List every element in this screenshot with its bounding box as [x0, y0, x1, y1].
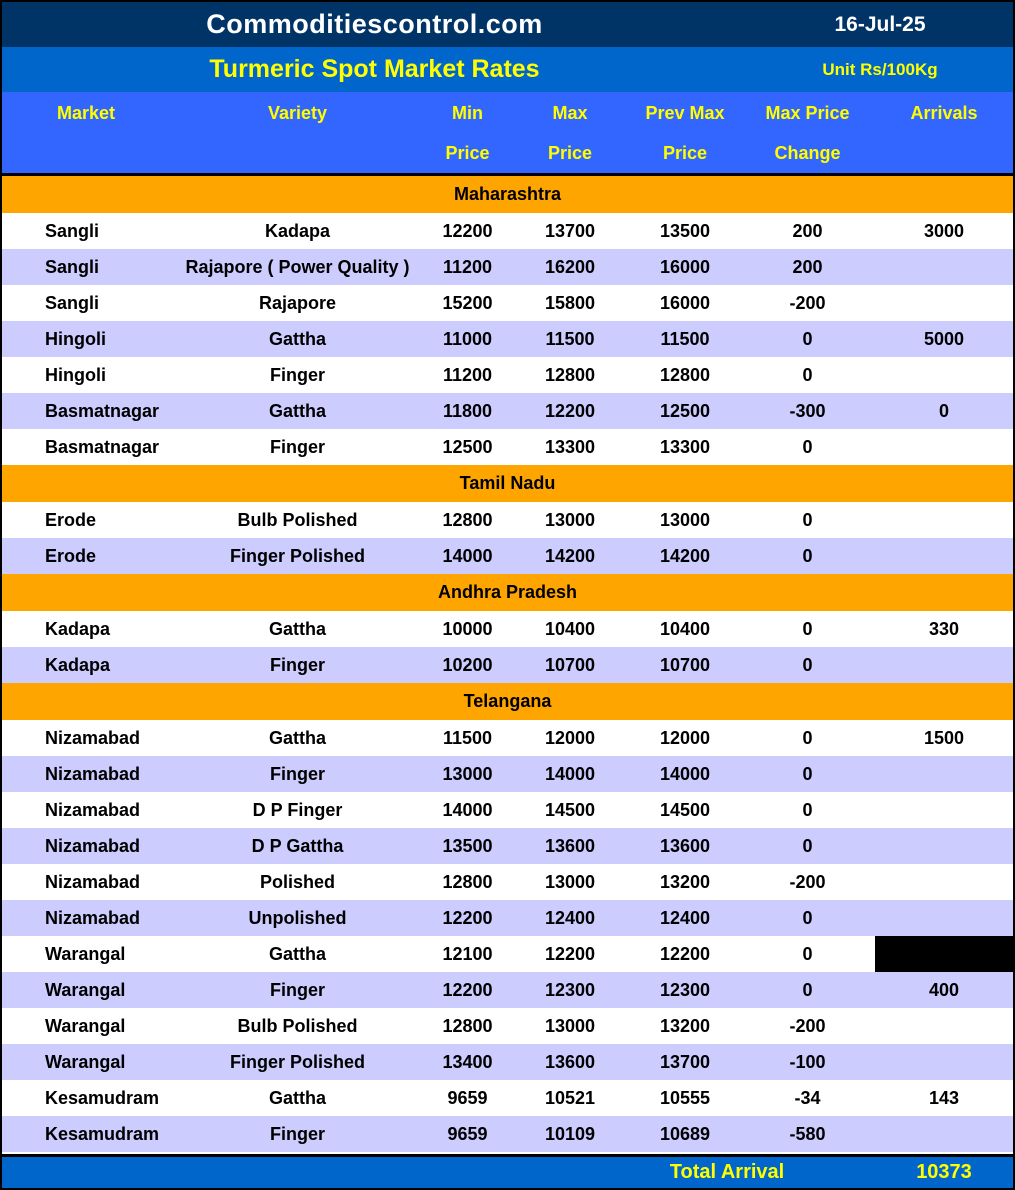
min-price-cell: 13500	[442, 835, 493, 856]
variety-cell: Gattha	[268, 328, 326, 349]
prev-max-price-cell: 14500	[659, 799, 711, 820]
min-price-cell: 10000	[442, 618, 493, 639]
report-title-zone	[2, 47, 747, 92]
prev-max-price-cell: 13200	[659, 871, 711, 892]
column-header-line1: Max	[552, 102, 588, 123]
variety-cell: Finger	[269, 654, 325, 675]
market-cell: Warangal	[45, 943, 126, 964]
prev-max-price-cell: 16000	[659, 292, 711, 313]
prev-max-price-cell: 16000	[659, 256, 711, 277]
table-row	[2, 756, 1013, 792]
prev-max-price-cell: 13700	[659, 1051, 711, 1072]
min-price-cell: 11500	[442, 727, 493, 748]
arrivals-cell	[875, 900, 1013, 936]
max-price-change-cell: 0	[802, 799, 813, 820]
max-price-cell: 13600	[544, 1051, 596, 1072]
min-price-cell: 11000	[442, 328, 493, 349]
market-cell: Warangal	[45, 979, 126, 1000]
table-row	[2, 1116, 1013, 1152]
table-row	[2, 1008, 1013, 1044]
arrivals-cell	[875, 864, 1013, 900]
market-cell: Nizamabad	[45, 835, 141, 856]
min-price-cell: 11200	[442, 364, 493, 385]
column-header-arrivals	[875, 92, 1013, 173]
table-row	[2, 538, 1013, 574]
max-price-cell: 12200	[544, 943, 596, 964]
min-price-cell: 13000	[442, 763, 493, 784]
arrivals-cell	[875, 502, 1013, 538]
max-price-change-cell: 0	[802, 835, 813, 856]
min-price-cell: 13400	[442, 1051, 493, 1072]
arrivals-cell	[875, 647, 1013, 683]
column-header-max-price	[510, 92, 630, 173]
prev-max-price-cell: 11500	[660, 328, 710, 349]
market-cell: Warangal	[45, 1051, 126, 1072]
max-price-change-cell: -300	[789, 400, 826, 421]
max-price-cell: 13000	[544, 1015, 596, 1036]
max-price-cell: 13700	[544, 220, 596, 241]
prev-max-price-cell: 13600	[659, 835, 711, 856]
section-header-andhra-pradesh: Andhra Pradesh	[2, 574, 1013, 611]
prev-max-price-cell: 13000	[659, 509, 711, 530]
min-price-cell: 12100	[442, 943, 493, 964]
table-row	[2, 393, 1013, 429]
variety-cell: Finger	[269, 979, 325, 1000]
market-cell: Erode	[45, 545, 97, 566]
arrivals-cell	[875, 357, 1013, 393]
arrivals-cell: 0	[938, 400, 949, 421]
min-price-cell: 11800	[442, 400, 493, 421]
market-cell: Nizamabad	[45, 763, 141, 784]
arrivals-cell	[875, 249, 1013, 285]
variety-cell: Gattha	[268, 400, 326, 421]
max-price-change-cell: 0	[802, 727, 813, 748]
table-row	[2, 357, 1013, 393]
prev-max-price-cell: 10400	[659, 618, 711, 639]
max-price-cell: 14200	[544, 545, 596, 566]
title-bar	[2, 47, 1013, 92]
max-price-change-cell: 0	[802, 907, 813, 928]
market-cell: Kesamudram	[45, 1087, 160, 1108]
table-row	[2, 502, 1013, 538]
prev-max-price-cell: 12300	[659, 979, 711, 1000]
section-header-maharashtra: Maharashtra	[2, 176, 1013, 213]
arrivals-cell: 400	[928, 979, 960, 1000]
market-cell: Nizamabad	[45, 871, 141, 892]
max-price-cell: 12800	[544, 364, 596, 385]
max-price-cell: 12400	[544, 907, 596, 928]
market-cell: Nizamabad	[45, 799, 141, 820]
max-price-cell: 10700	[544, 654, 596, 675]
max-price-change-cell: 0	[802, 943, 813, 964]
table-row	[2, 1044, 1013, 1080]
variety-cell: Finger	[269, 1123, 325, 1144]
market-cell: Kesamudram	[45, 1123, 160, 1144]
prev-max-price-cell: 10700	[659, 654, 711, 675]
prev-max-price-cell: 12400	[659, 907, 711, 928]
max-price-change-cell: 200	[792, 220, 823, 241]
variety-cell: Bulb Polished	[237, 1015, 358, 1036]
unit-zone	[747, 47, 1013, 92]
market-cell: Erode	[45, 509, 97, 530]
market-cell: Nizamabad	[45, 907, 141, 928]
variety-cell: Bulb Polished	[237, 509, 358, 530]
arrivals-cell	[875, 792, 1013, 828]
prev-max-price-cell: 14200	[659, 545, 711, 566]
column-header-line1: Max Price	[765, 102, 850, 123]
max-price-change-cell: 0	[802, 763, 813, 784]
min-price-cell: 12200	[442, 220, 493, 241]
max-price-change-cell: -100	[789, 1051, 826, 1072]
arrivals-cell	[875, 756, 1013, 792]
table-row	[2, 792, 1013, 828]
table-row	[2, 647, 1013, 683]
table-row	[2, 249, 1013, 285]
min-price-cell: 12200	[442, 979, 493, 1000]
max-price-cell: 13000	[544, 509, 596, 530]
max-price-cell: 12200	[544, 400, 596, 421]
max-price-change-cell: 0	[802, 654, 813, 675]
min-price-cell: 12800	[442, 509, 493, 530]
min-price-cell: 14000	[442, 545, 493, 566]
table-body	[2, 176, 1013, 1152]
prev-max-price-cell: 10689	[659, 1123, 711, 1144]
max-price-change-cell: -34	[794, 1087, 821, 1108]
min-price-cell: 12500	[442, 436, 493, 457]
column-header-row	[2, 92, 1013, 173]
variety-cell: Rajapore	[258, 292, 337, 313]
max-price-change-cell: 0	[802, 364, 813, 385]
column-header-min-price	[425, 92, 510, 173]
min-price-cell: 14000	[442, 799, 493, 820]
arrivals-cell	[875, 1008, 1013, 1044]
arrivals-blackout-cell	[875, 936, 1013, 972]
variety-cell: Gattha	[268, 1087, 326, 1108]
max-price-cell: 12300	[544, 979, 596, 1000]
section-header-tamil-nadu: Tamil Nadu	[2, 465, 1013, 502]
max-price-change-cell: 0	[802, 328, 813, 349]
max-price-change-cell: 200	[792, 256, 823, 277]
min-price-cell: 12200	[442, 907, 493, 928]
prev-max-price-cell: 14000	[659, 763, 711, 784]
section-header-telangana: Telangana	[2, 683, 1013, 720]
table-row	[2, 900, 1013, 936]
market-cell: Nizamabad	[45, 727, 141, 748]
column-header-line2: Change	[774, 143, 841, 163]
column-header-max-price-change	[740, 92, 875, 173]
prev-max-price-cell: 13200	[659, 1015, 711, 1036]
arrivals-cell	[875, 538, 1013, 574]
arrivals-cell: 5000	[923, 328, 965, 349]
market-cell: Hingoli	[45, 328, 106, 349]
report-date-zone	[747, 2, 1013, 47]
max-price-change-cell: 0	[802, 545, 813, 566]
min-price-cell: 12800	[442, 871, 493, 892]
table-row	[2, 213, 1013, 249]
arrivals-cell: 143	[928, 1087, 960, 1108]
column-header-line1: Variety	[267, 102, 328, 123]
arrivals-cell	[875, 429, 1013, 465]
prev-max-price-cell: 12500	[659, 400, 711, 421]
arrivals-cell	[875, 285, 1013, 321]
max-price-change-cell: -580	[789, 1123, 826, 1144]
market-cell: Kadapa	[45, 654, 111, 675]
variety-cell: Finger Polished	[229, 545, 366, 566]
max-price-change-cell: -200	[789, 871, 826, 892]
arrivals-cell	[875, 1044, 1013, 1080]
variety-cell: Finger Polished	[229, 1051, 366, 1072]
report-title: Turmeric Spot Market Rates	[209, 55, 540, 83]
max-price-cell: 14500	[544, 799, 596, 820]
max-price-cell: 10521	[544, 1087, 596, 1108]
max-price-cell: 13000	[544, 871, 596, 892]
column-header-prev-max-price	[630, 92, 740, 173]
max-price-change-cell: 0	[802, 436, 813, 457]
column-header-market	[2, 92, 170, 173]
max-price-cell: 10400	[544, 618, 596, 639]
variety-cell: Rajapore ( Power Quality )	[185, 256, 410, 277]
min-price-cell: 9659	[447, 1087, 488, 1108]
table-row	[2, 828, 1013, 864]
max-price-cell: 14000	[544, 763, 596, 784]
variety-cell: Gattha	[268, 943, 326, 964]
arrivals-cell	[875, 828, 1013, 864]
min-price-cell: 9659	[447, 1123, 488, 1144]
max-price-cell: 13600	[544, 835, 596, 856]
table-row	[2, 720, 1013, 756]
max-price-cell: 13300	[544, 436, 596, 457]
column-header-line1: Prev Max	[645, 102, 725, 123]
variety-cell: Unpolished	[248, 907, 347, 928]
max-price-change-cell: 0	[802, 509, 813, 530]
table-row	[2, 936, 1013, 972]
table-row	[2, 285, 1013, 321]
prev-max-price-cell: 13500	[659, 220, 711, 241]
header-bar	[2, 2, 1013, 47]
market-cell: Sangli	[45, 292, 100, 313]
prev-max-price-cell: 12000	[659, 727, 711, 748]
variety-cell: D P Gattha	[251, 835, 344, 856]
variety-cell: Polished	[259, 871, 335, 892]
column-header-line1: Arrivals	[910, 102, 978, 123]
table-row	[2, 321, 1013, 357]
variety-cell: Finger	[269, 436, 325, 457]
variety-cell: Finger	[269, 763, 325, 784]
total-arrival-value: 10373	[916, 1161, 972, 1183]
max-price-change-cell: -200	[789, 1015, 826, 1036]
max-price-change-cell: -200	[789, 292, 826, 313]
column-header-variety	[170, 92, 425, 173]
site-title-zone	[2, 2, 747, 47]
report-date: 16-Jul-25	[834, 12, 926, 36]
column-header-line2: Price	[662, 143, 708, 163]
prev-max-price-cell: 12800	[659, 364, 711, 385]
max-price-cell: 15800	[544, 292, 596, 313]
market-cell: Warangal	[45, 1015, 126, 1036]
variety-cell: Kadapa	[264, 220, 331, 241]
unit-label: Unit Rs/100Kg	[822, 59, 938, 79]
table-row	[2, 429, 1013, 465]
market-cell: Basmatnagar	[45, 400, 160, 421]
arrivals-cell: 3000	[923, 220, 965, 241]
variety-cell: D P Finger	[252, 799, 343, 820]
market-cell: Basmatnagar	[45, 436, 160, 457]
total-arrival-label: Total Arrival	[669, 1161, 785, 1183]
prev-max-price-cell: 10555	[659, 1087, 711, 1108]
market-cell: Hingoli	[45, 364, 106, 385]
min-price-cell: 11200	[442, 256, 493, 277]
arrivals-cell: 330	[928, 618, 960, 639]
max-price-cell: 11500	[545, 328, 595, 349]
column-header-line1: Min	[452, 102, 483, 123]
column-header-line2: Price	[445, 143, 490, 163]
arrivals-cell: 1500	[923, 727, 965, 748]
min-price-cell: 15200	[442, 292, 493, 313]
max-price-cell: 12000	[544, 727, 596, 748]
prev-max-price-cell: 12200	[659, 943, 711, 964]
table-row	[2, 972, 1013, 1008]
max-price-cell: 16200	[544, 256, 596, 277]
market-cell: Sangli	[45, 220, 100, 241]
market-cell: Kadapa	[45, 618, 111, 639]
arrivals-cell	[875, 1116, 1013, 1152]
prev-max-price-cell: 13300	[659, 436, 711, 457]
site-title: Commoditiescontrol.com	[206, 9, 543, 39]
max-price-cell: 10109	[544, 1123, 596, 1144]
variety-cell: Finger	[269, 364, 325, 385]
column-header-line1: Market	[56, 102, 116, 123]
table-row	[2, 611, 1013, 647]
max-price-change-cell: 0	[802, 979, 813, 1000]
column-header-line2: Price	[547, 143, 593, 163]
min-price-cell: 10200	[442, 654, 493, 675]
table-row	[2, 1080, 1013, 1116]
min-price-cell: 12800	[442, 1015, 493, 1036]
footer-bar	[2, 1157, 1013, 1188]
market-cell: Sangli	[45, 256, 100, 277]
variety-cell: Gattha	[268, 618, 326, 639]
variety-cell: Gattha	[268, 727, 326, 748]
max-price-change-cell: 0	[802, 618, 813, 639]
table-row	[2, 864, 1013, 900]
